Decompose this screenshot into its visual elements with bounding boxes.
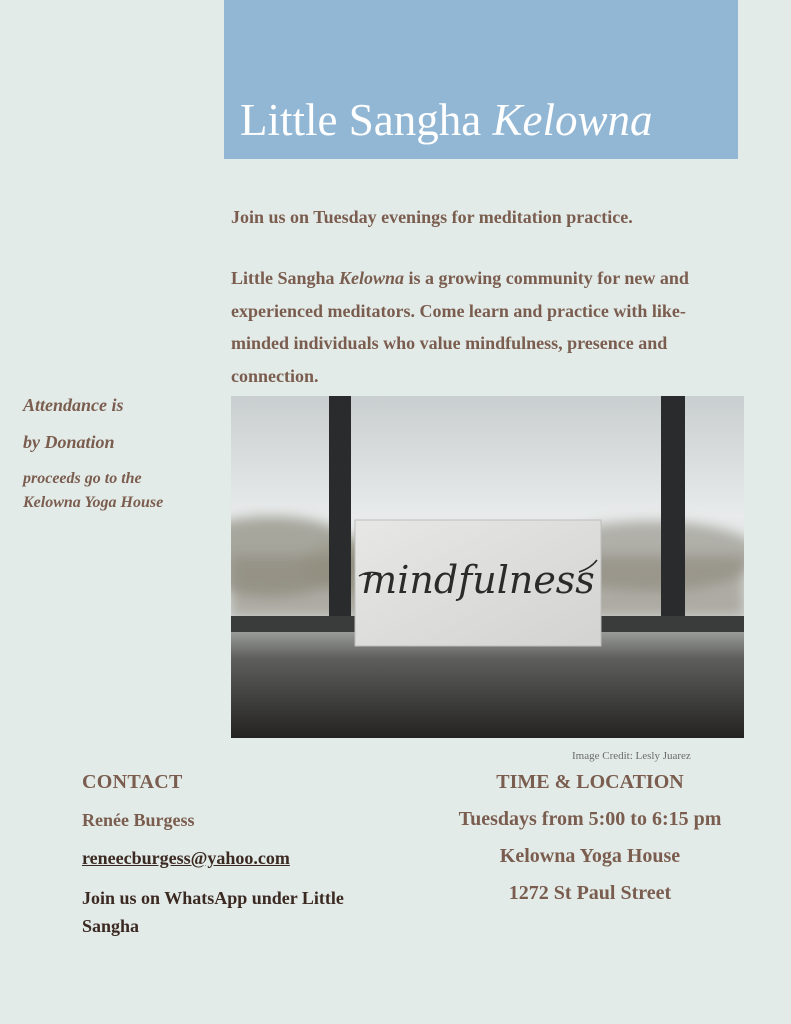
contact-name: Renée Burgess (82, 810, 195, 830)
venue: Kelowna Yoga House (499, 845, 681, 867)
page-title (240, 95, 653, 145)
attendance-line-3: proceeds go to the (23, 470, 142, 487)
attendance-line-1: Attendance is (23, 395, 124, 415)
tagline: Join us on Tuesday evenings for meditation practice. (231, 207, 633, 227)
desc-italic: Kelowna (339, 268, 405, 288)
desc-rest: is a growing community for new and experienced meditators. Come learn and practice with like-minded individuals who value mindfulness, presence and connection. (231, 268, 689, 386)
time-location-block (410, 771, 770, 905)
title-plain: Little Sangha (240, 95, 493, 145)
time-location-heading: TIME & LOCATION (496, 771, 684, 793)
title-italic: Kelowna (492, 95, 653, 145)
image-credit: Image Credit: Lesly Juarez (572, 750, 691, 762)
contact-heading: CONTACT (82, 771, 183, 793)
title-banner (224, 0, 738, 159)
attendance-line-4: Kelowna Yoga House (23, 494, 164, 511)
whatsapp-note: Join us on WhatsApp under Little Sangha (82, 888, 344, 936)
mindfulness-photo (231, 396, 744, 738)
description (231, 262, 731, 392)
desc-prefix: Little Sangha (231, 268, 340, 288)
card-text: mindfulness (361, 558, 595, 602)
schedule: Tuesdays from 5:00 to 6:15 pm (458, 808, 722, 830)
attendance-line-2: by Donation (23, 432, 115, 452)
address: 1272 St Paul Street (508, 882, 672, 904)
contact-email-link[interactable]: reneecburgess@yahoo.com (82, 848, 290, 868)
